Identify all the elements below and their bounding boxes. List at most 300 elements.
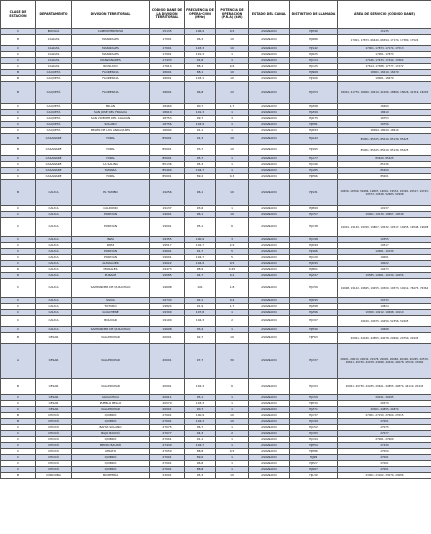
cell-potencia: 1 bbox=[216, 437, 249, 443]
cell-potencia: 1 bbox=[216, 467, 249, 473]
cell-distintivo: HJE99 bbox=[290, 29, 338, 35]
header-estado: ESTADO DEL CANAL bbox=[249, 1, 290, 29]
cell-division: BAHÍA SOLANO bbox=[72, 425, 150, 431]
table-row bbox=[1, 473, 431, 479]
cell-departamento: CHOCÓ bbox=[36, 455, 72, 461]
cell-clase: C bbox=[1, 261, 36, 267]
cell-estado: ASIGNADO bbox=[249, 52, 290, 58]
header-departamento: DEPARTAMENTO bbox=[36, 1, 72, 29]
cell-potencia: 1 bbox=[216, 327, 249, 333]
cell-area-servicio: 19001, 19130, 19760, 19807, 19532, 19517, 19455, 19548, 19698 bbox=[338, 218, 431, 237]
cell-area-servicio: 19517 bbox=[338, 243, 431, 249]
cell-clase: C bbox=[1, 437, 36, 443]
cell-codigo-dane: 23001 bbox=[150, 473, 185, 479]
cell-frecuencia: 95,1 bbox=[185, 395, 216, 401]
cell-departamento: CAUCA bbox=[36, 273, 72, 279]
cell-potencia: 1 bbox=[216, 162, 249, 168]
cell-distintivo: HJC57 bbox=[290, 212, 338, 218]
header-potencia: POTENCIA DE OPERACIÓN (P.R.A) (kW) bbox=[216, 1, 249, 29]
cell-division: YOPAL bbox=[72, 134, 150, 145]
cell-clase: C bbox=[1, 46, 36, 52]
cell-clase: B bbox=[1, 473, 36, 479]
cell-clase: D bbox=[1, 267, 36, 273]
cell-codigo-dane: 19100 bbox=[150, 316, 185, 327]
cell-clase: C bbox=[1, 425, 36, 431]
cell-clase: B bbox=[1, 379, 36, 395]
cell-estado: ASIGNADO bbox=[249, 206, 290, 212]
cell-clase: C bbox=[1, 212, 36, 218]
cell-estado: ASIGNADO bbox=[249, 212, 290, 218]
cell-area-servicio: 19824 bbox=[338, 304, 431, 310]
table-row bbox=[1, 333, 431, 344]
cell-division: POPAYÁN bbox=[72, 249, 150, 255]
cell-clase: C bbox=[1, 104, 36, 110]
cell-departamento: CALDAS bbox=[36, 64, 72, 70]
cell-codigo-dane: 19824 bbox=[150, 304, 185, 310]
cell-distintivo: HJC24 bbox=[290, 58, 338, 64]
cell-potencia: 2 bbox=[216, 431, 249, 437]
cell-distintivo: HJC20 bbox=[290, 255, 338, 261]
cell-codigo-dane: 85001 bbox=[150, 174, 185, 180]
header-area-servicio: ÁREA DE SERVICIO (CÓDIGO DANE) bbox=[338, 1, 431, 29]
cell-potencia: 0,25 bbox=[216, 267, 249, 273]
cell-clase: C bbox=[1, 116, 36, 122]
cell-distintivo: HJG42 bbox=[290, 134, 338, 145]
cell-clase: C bbox=[1, 237, 36, 243]
cell-area-servicio: 85001, 85325, 85010, 85139, 85425 bbox=[338, 145, 431, 156]
cell-codigo-dane: 20570 bbox=[150, 401, 185, 407]
table-row bbox=[1, 35, 431, 46]
cell-division: MILÁN bbox=[72, 104, 150, 110]
cell-area-servicio: 18001, 18479 bbox=[338, 76, 431, 82]
cell-departamento: CHOCÓ bbox=[36, 413, 72, 419]
cell-frecuencia: 91,8 bbox=[185, 58, 216, 64]
cell-area-servicio: 20001, 44430, 44855, 44078, 20692, 20750, 20443 bbox=[338, 333, 431, 344]
cell-potencia: 0,6 bbox=[216, 64, 249, 70]
cell-clase: C bbox=[1, 29, 36, 35]
cell-distintivo: HJJ99 bbox=[290, 455, 338, 461]
cell-frecuencia: 93,7 bbox=[185, 145, 216, 156]
cell-division: SAN VICENTE DEL CAGUÁN bbox=[72, 116, 150, 122]
cell-potencia: 0,3 bbox=[216, 174, 249, 180]
cell-division: FLORENCIA bbox=[72, 76, 150, 82]
cell-area-servicio: 85400, 85425 bbox=[338, 156, 431, 162]
cell-distintivo: HJL39 bbox=[290, 473, 338, 479]
cell-distintivo: HJC99 bbox=[290, 419, 338, 425]
cell-departamento: CAQUETÁ bbox=[36, 76, 72, 82]
cell-departamento: CHOCÓ bbox=[36, 419, 72, 425]
cell-potencia: 0,2 bbox=[216, 273, 249, 279]
cell-departamento: CALDAS bbox=[36, 58, 72, 64]
cell-division: MANIZALES bbox=[72, 35, 150, 46]
cell-division: CAMPOHERMOSO bbox=[72, 29, 150, 35]
cell-potencia: 10 bbox=[216, 46, 249, 52]
cell-potencia: 30 bbox=[216, 344, 249, 379]
cell-estado: ASIGNADO bbox=[249, 419, 290, 425]
cell-departamento: CESAR bbox=[36, 395, 72, 401]
cell-clase: A bbox=[1, 344, 36, 379]
cell-departamento: CALDAS bbox=[36, 52, 72, 58]
cell-area-servicio: 19743 bbox=[338, 298, 431, 304]
cell-division: POPAYÁN bbox=[72, 218, 150, 237]
cell-distintivo: HJE86 bbox=[290, 449, 338, 455]
cell-codigo-dane: 85001 bbox=[150, 145, 185, 156]
cell-estado: ASIGNADO bbox=[249, 333, 290, 344]
cell-potencia: 1,7 bbox=[216, 104, 249, 110]
cell-distintivo: HJD95 bbox=[290, 261, 338, 267]
cell-area-servicio: 18756 bbox=[338, 122, 431, 128]
cell-departamento: CHOCÓ bbox=[36, 431, 72, 437]
cell-potencia: 1 bbox=[216, 461, 249, 467]
cell-distintivo: HJC37 bbox=[290, 413, 338, 419]
cell-departamento: CAQUETÁ bbox=[36, 82, 72, 104]
cell-potencia: 1 bbox=[216, 206, 249, 212]
cell-frecuencia: 99,7 bbox=[185, 116, 216, 122]
cell-estado: ASIGNADO bbox=[249, 35, 290, 46]
cell-clase: C bbox=[1, 449, 36, 455]
cell-division: RIOSUCIO bbox=[72, 64, 150, 70]
cell-clase: C bbox=[1, 255, 36, 261]
cell-departamento: CASANARE bbox=[36, 134, 72, 145]
cell-division: SOLANO bbox=[72, 122, 150, 128]
cell-departamento: CAQUETÁ bbox=[36, 128, 72, 134]
cell-departamento: CAQUETÁ bbox=[36, 110, 72, 116]
cell-area-servicio: 17001, 17873, 17174, 17513 bbox=[338, 46, 431, 52]
cell-departamento: CAUCA bbox=[36, 255, 72, 261]
cell-departamento: CAQUETÁ bbox=[36, 70, 72, 76]
cell-distintivo: HJX37 bbox=[290, 344, 338, 379]
cell-clase: C bbox=[1, 162, 36, 168]
cell-potencia: 1 bbox=[216, 425, 249, 431]
cell-frecuencia: 107,8 bbox=[185, 310, 216, 316]
cell-frecuencia: 91,3 bbox=[185, 134, 216, 145]
cell-codigo-dane: 19698 bbox=[150, 327, 185, 333]
cell-area-servicio: 19300, 19212, 19698, 19110 bbox=[338, 310, 431, 316]
cell-frecuencia: 88,8 bbox=[185, 449, 216, 455]
cell-departamento: CESAR bbox=[36, 344, 72, 379]
table-row bbox=[1, 180, 431, 206]
cell-estado: ASIGNADO bbox=[249, 156, 290, 162]
cell-clase: C bbox=[1, 310, 36, 316]
cell-departamento: CESAR bbox=[36, 401, 72, 407]
cell-frecuencia: 96,3 bbox=[185, 35, 216, 46]
cell-frecuencia: 96,8 bbox=[185, 82, 216, 104]
cell-clase: C bbox=[1, 122, 36, 128]
table-row bbox=[1, 218, 431, 237]
cell-estado: ASIGNADO bbox=[249, 379, 290, 395]
cell-estado: ASIGNADO bbox=[249, 70, 290, 76]
cell-potencia: 6 bbox=[216, 218, 249, 237]
header-codigo-dane: CÓDIGO DANE DE LA DIVISIÓN TERRITORIAL bbox=[150, 1, 185, 29]
cell-departamento: CAUCA bbox=[36, 279, 72, 298]
cell-distintivo: HJZ98 bbox=[290, 104, 338, 110]
cell-potencia: 1 bbox=[216, 58, 249, 64]
cell-departamento: CAUCA bbox=[36, 267, 72, 273]
cell-frecuencia: 88,8 bbox=[185, 467, 216, 473]
cell-clase: C bbox=[1, 401, 36, 407]
cell-frecuencia: 106,9 bbox=[185, 29, 216, 35]
cell-frecuencia: 104,7 bbox=[185, 255, 216, 261]
cell-estado: ASIGNADO bbox=[249, 58, 290, 64]
cell-potencia: 10 bbox=[216, 180, 249, 206]
cell-division: PAEZ bbox=[72, 243, 150, 249]
cell-frecuencia: 98,9 bbox=[185, 267, 216, 273]
cell-distintivo: HJD99 bbox=[290, 243, 338, 249]
cell-division: PUEBLO BELLO bbox=[72, 401, 150, 407]
cell-codigo-dane: 20001 bbox=[150, 344, 185, 379]
cell-area-servicio: 15135 bbox=[338, 29, 431, 35]
cell-clase: B bbox=[1, 145, 36, 156]
cell-codigo-dane: 27001 bbox=[150, 455, 185, 461]
cell-departamento: CHOCÓ bbox=[36, 461, 72, 467]
cell-codigo-dane: 19355 bbox=[150, 237, 185, 243]
cell-division: BOLÍVAR bbox=[72, 316, 150, 327]
cell-distintivo: HJZ71 bbox=[290, 407, 338, 413]
cell-area-servicio: 85001, 85325, 85010, 85139, 85425 bbox=[338, 134, 431, 145]
cell-clase: C bbox=[1, 58, 36, 64]
cell-distintivo: HJC50 bbox=[290, 279, 338, 298]
cell-clase: C bbox=[1, 431, 36, 437]
cell-clase: B bbox=[1, 413, 36, 419]
table-row bbox=[1, 316, 431, 327]
cell-departamento: CASANARE bbox=[36, 174, 72, 180]
cell-area-servicio: 17614, 17388, 17777, 17272 bbox=[338, 64, 431, 70]
cell-area-servicio: 20011, 20295 bbox=[338, 395, 431, 401]
cell-departamento: CAQUETÁ bbox=[36, 116, 72, 122]
cell-distintivo: HJC03 bbox=[290, 379, 338, 395]
cell-division: QUIBDÓ bbox=[72, 437, 150, 443]
cell-estado: ASIGNADO bbox=[249, 261, 290, 267]
cell-departamento: CAUCA bbox=[36, 237, 72, 243]
cell-clase: B bbox=[1, 70, 36, 76]
cell-frecuencia: 96,7 bbox=[185, 425, 216, 431]
cell-potencia: 10 bbox=[216, 145, 249, 156]
cell-division: MANIZALES bbox=[72, 52, 150, 58]
cell-potencia: 1 bbox=[216, 401, 249, 407]
cell-division: MONTERÍA bbox=[72, 473, 150, 479]
cell-potencia: 1 bbox=[216, 122, 249, 128]
cell-distintivo: HJD93 bbox=[290, 128, 338, 134]
cell-division: FLORENCIA bbox=[72, 82, 150, 104]
cell-estado: ASIGNADO bbox=[249, 298, 290, 304]
cell-frecuencia: 92,1 bbox=[185, 298, 216, 304]
cell-estado: ASIGNADO bbox=[249, 122, 290, 128]
cell-division: POPAYÁN bbox=[72, 212, 150, 218]
cell-division: QUIBDÓ bbox=[72, 461, 150, 467]
cell-estado: ASIGNADO bbox=[249, 243, 290, 249]
cell-distintivo: HJR86 bbox=[290, 35, 338, 46]
cell-area-servicio: 19001, 19130 bbox=[338, 249, 431, 255]
cell-estado: ASIGNADO bbox=[249, 174, 290, 180]
table-body bbox=[1, 29, 431, 479]
cell-estado: ASIGNADO bbox=[249, 473, 290, 479]
table-row bbox=[1, 279, 431, 298]
cell-division: SAN JOSÉ DEL FRAGUA bbox=[72, 110, 150, 116]
cell-area-servicio: 20001, 44855, 44874 bbox=[338, 407, 431, 413]
cell-clase: B bbox=[1, 333, 36, 344]
cell-codigo-dane: 27001 bbox=[150, 413, 185, 419]
cell-potencia: 0,4 bbox=[216, 298, 249, 304]
cell-potencia: 10 bbox=[216, 333, 249, 344]
cell-estado: ASIGNADO bbox=[249, 395, 290, 401]
cell-codigo-dane: 17001 bbox=[150, 52, 185, 58]
cell-clase: C bbox=[1, 467, 36, 473]
cell-clase: C bbox=[1, 206, 36, 212]
cell-codigo-dane: 19585 bbox=[150, 273, 185, 279]
cell-distintivo: HJB99 bbox=[290, 206, 338, 212]
cell-codigo-dane: 19300 bbox=[150, 310, 185, 316]
cell-area-servicio: 20570 bbox=[338, 401, 431, 407]
cell-estado: ASIGNADO bbox=[249, 455, 290, 461]
cell-codigo-dane: 20001 bbox=[150, 407, 185, 413]
cell-codigo-dane: 27001 bbox=[150, 467, 185, 473]
cell-distintivo: HJE81 bbox=[290, 122, 338, 128]
cell-area-servicio: 27001 bbox=[338, 419, 431, 425]
cell-division: VALLEDUPAR bbox=[72, 333, 150, 344]
cell-division: PURACÉ bbox=[72, 273, 150, 279]
cell-area-servicio: 20001, 20750, 44035, 20621, 44855, 44874, 44110, 20443 bbox=[338, 379, 431, 395]
cell-clase: C bbox=[1, 128, 36, 134]
cell-estado: ASIGNADO bbox=[249, 255, 290, 261]
cell-distintivo: HJZ99 bbox=[290, 110, 338, 116]
cell-area-servicio: 18001, 18410, 18479 bbox=[338, 70, 431, 76]
cell-departamento: CASANARE bbox=[36, 168, 72, 174]
table-row bbox=[1, 82, 431, 104]
cell-distintivo: HJX53 bbox=[290, 82, 338, 104]
cell-division: SILVIA bbox=[72, 298, 150, 304]
cell-frecuencia: 89,6 bbox=[185, 455, 216, 461]
cell-clase: C bbox=[1, 156, 36, 162]
cell-area-servicio: 19001 bbox=[338, 255, 431, 261]
cell-estado: ASIGNADO bbox=[249, 180, 290, 206]
cell-frecuencia: 102,7 bbox=[185, 243, 216, 249]
cell-area-servicio: 27001, 27600 bbox=[338, 437, 431, 443]
cell-area-servicio: 27001 bbox=[338, 467, 431, 473]
cell-potencia: 10 bbox=[216, 419, 249, 425]
cell-division: ALMAGUER bbox=[72, 261, 150, 267]
cell-division: AGUACHICA bbox=[72, 395, 150, 401]
cell-distintivo: HJE34 bbox=[290, 401, 338, 407]
cell-departamento: CESAR bbox=[36, 407, 72, 413]
cell-division: BELÉN DE LOS ANDAQUÍES bbox=[72, 128, 150, 134]
cell-distintivo: HJC25 bbox=[290, 64, 338, 70]
cell-frecuencia: 96,1 bbox=[185, 212, 216, 218]
cell-codigo-dane: 19001 bbox=[150, 218, 185, 237]
cell-frecuencia: 95,1 bbox=[185, 218, 216, 237]
cell-distintivo: HJC94 bbox=[290, 437, 338, 443]
cell-estado: ASIGNADO bbox=[249, 162, 290, 168]
cell-frecuencia: 91,9 bbox=[185, 304, 216, 310]
cell-division: SANTANDER DE QUILICHAO bbox=[72, 327, 150, 333]
cell-frecuencia: 104,3 bbox=[185, 316, 216, 327]
cell-potencia: 5 bbox=[216, 255, 249, 261]
cell-clase: C bbox=[1, 64, 36, 70]
cell-departamento: CALDAS bbox=[36, 35, 72, 46]
cell-departamento: CAUCA bbox=[36, 304, 72, 310]
cell-codigo-dane: 18610 bbox=[150, 110, 185, 116]
cell-estado: ASIGNADO bbox=[249, 116, 290, 122]
cell-frecuencia: 97,7 bbox=[185, 344, 216, 379]
cell-area-servicio: 19100, 19075, 19450, 52356, 52405 bbox=[338, 316, 431, 327]
cell-clase: B bbox=[1, 134, 36, 145]
cell-codigo-dane: 19001 bbox=[150, 212, 185, 218]
cell-departamento: CAUCA bbox=[36, 327, 72, 333]
cell-frecuencia: 88,1 bbox=[185, 70, 216, 76]
cell-distintivo: HJR67 bbox=[290, 467, 338, 473]
cell-distintivo: HJC52 bbox=[290, 425, 338, 431]
cell-clase: C bbox=[1, 110, 36, 116]
cell-estado: ASIGNADO bbox=[249, 279, 290, 298]
cell-potencia: 0,5 bbox=[216, 261, 249, 267]
cell-distintivo: HJD95 bbox=[290, 298, 338, 304]
cell-departamento: CESAR bbox=[36, 333, 72, 344]
cell-area-servicio: 18094, 18029, 18610 bbox=[338, 128, 431, 134]
cell-estado: ASIGNADO bbox=[249, 304, 290, 310]
cell-potencia: 1 bbox=[216, 455, 249, 461]
cell-frecuencia: 101,3 bbox=[185, 52, 216, 58]
cell-frecuencia: 95,3 bbox=[185, 162, 216, 168]
cell-clase: C bbox=[1, 298, 36, 304]
cell-potencia: 10 bbox=[216, 212, 249, 218]
cell-potencia: 6 bbox=[216, 379, 249, 395]
cell-area-servicio: 23001, 23162, 23079, 23686 bbox=[338, 473, 431, 479]
cell-division: YOPAL bbox=[72, 174, 150, 180]
cell-departamento: CHOCÓ bbox=[36, 437, 72, 443]
cell-frecuencia: 100,9 bbox=[185, 237, 216, 243]
cell-potencia: 1 bbox=[216, 110, 249, 116]
cell-departamento: CHOCÓ bbox=[36, 443, 72, 449]
cell-distintivo: HJC97 bbox=[290, 316, 338, 327]
cell-division: POPAYÁN bbox=[72, 255, 150, 261]
cell-distintivo: HJD75 bbox=[290, 116, 338, 122]
cell-frecuencia: 91,7 bbox=[185, 249, 216, 255]
cell-division: BAJO BAUDÓ bbox=[72, 431, 150, 437]
cell-division: VALLEDUPAR bbox=[72, 407, 150, 413]
cell-estado: ASIGNADO bbox=[249, 104, 290, 110]
cell-potencia: 0,5 bbox=[216, 29, 249, 35]
cell-potencia: 2,9 bbox=[216, 243, 249, 249]
cell-division: YOPAL bbox=[72, 156, 150, 162]
header-distintivo: DISTINTIVO DE LLAMADA bbox=[290, 1, 338, 29]
cell-area-servicio: 19355 bbox=[338, 237, 431, 243]
cell-codigo-dane: 85400 bbox=[150, 168, 185, 174]
cell-frecuencia: 89,2 bbox=[185, 174, 216, 180]
cell-area-servicio: 17446, 17433, 17444, 17662 bbox=[338, 58, 431, 64]
cell-codigo-dane: 27001 bbox=[150, 437, 185, 443]
cell-estado: ASIGNADO bbox=[249, 327, 290, 333]
cell-estado: ASIGNADO bbox=[249, 449, 290, 455]
cell-estado: ASIGNADO bbox=[249, 413, 290, 419]
cell-clase: C bbox=[1, 249, 36, 255]
cell-frecuencia: 95,7 bbox=[185, 156, 216, 162]
cell-distintivo: HJZ98 bbox=[290, 304, 338, 310]
cell-codigo-dane: 18001 bbox=[150, 82, 185, 104]
cell-area-servicio: 18001, 41770, 18460, 18410, 41006, 18860, 18026, 41319, 18205 bbox=[338, 82, 431, 104]
cell-codigo-dane: 20001 bbox=[150, 379, 185, 395]
cell-division: INZÁ bbox=[72, 237, 150, 243]
cell-frecuencia: 88,1 bbox=[185, 64, 216, 70]
cell-codigo-dane: 19743 bbox=[150, 298, 185, 304]
cell-distintivo: HJC38 bbox=[290, 218, 338, 237]
cell-clase: C bbox=[1, 395, 36, 401]
cell-departamento: CESAR bbox=[36, 379, 72, 395]
cell-distintivo: HJP27 bbox=[290, 461, 338, 467]
cell-clase: D bbox=[1, 273, 36, 279]
cell-area-servicio: 85001 bbox=[338, 174, 431, 180]
cell-frecuencia: 91,1 bbox=[185, 437, 216, 443]
cell-potencia: 10 bbox=[216, 76, 249, 82]
cell-estado: ASIGNADO bbox=[249, 316, 290, 327]
